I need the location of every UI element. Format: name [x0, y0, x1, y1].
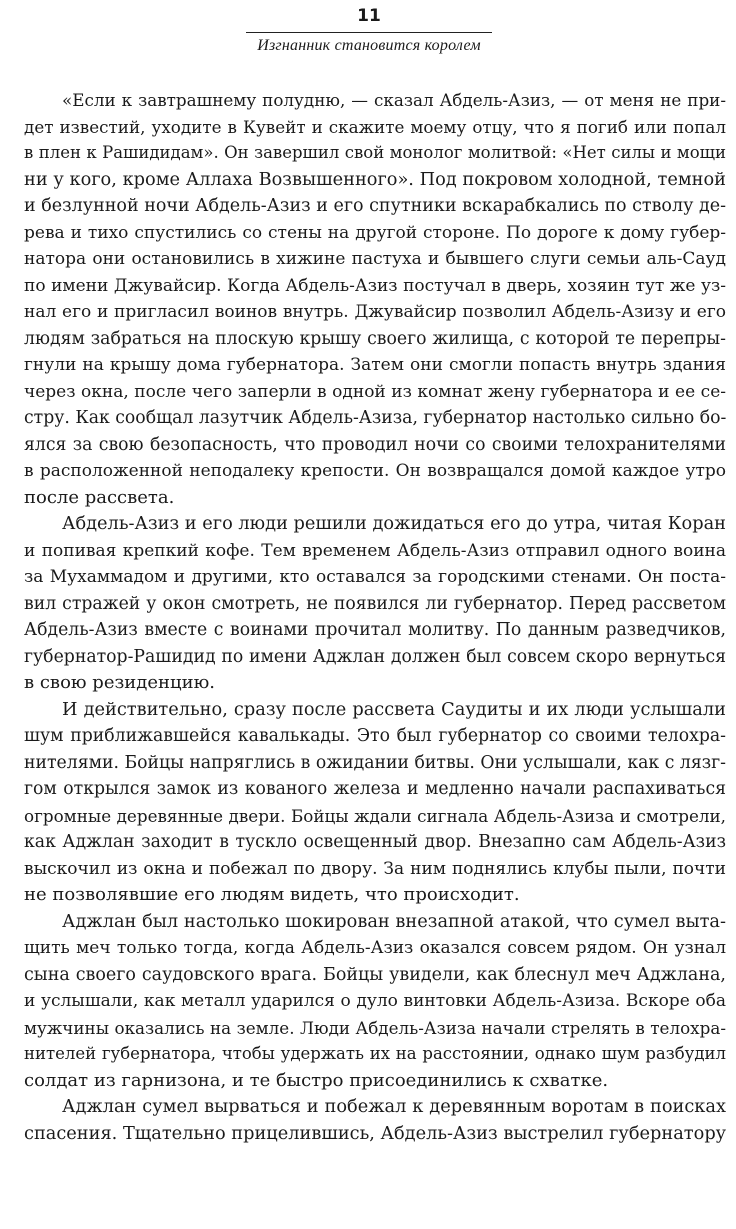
text-line: и безлунной ночи Абдель-Азиз и его спутники вскарабкались по стволу де- — [24, 196, 726, 216]
text-line: шум приближавшейся кавалькады. Это был губернатор со своими телохра- — [24, 726, 726, 746]
text-line: за Мухаммадом и другими, кто оставался за городскими стенами. Он поста- — [24, 567, 726, 587]
text-line: выскочил из окна и побежал по двору. За ним поднялись клубы пыли, почти — [24, 858, 726, 879]
page-number: 11 — [357, 6, 381, 26]
paragraph-2 — [24, 511, 726, 697]
running-title: Изгнанник становится королем — [257, 37, 481, 54]
text-line: И действительно, сразу после рассвета Саудиты и их люди услышали — [62, 699, 726, 720]
text-line: ни у кого, кроме Аллаха Возвышенного». Под покровом холодной, темной — [24, 169, 726, 190]
text-line: не позволявшие его людям видеть, что происходит. — [24, 884, 520, 905]
text-line: ялся за свою безопасность, что проводил ночи со своими телохранителями — [24, 434, 726, 455]
text-line: Аджлан был настолько шокирован внезапной атакой, что сумел выта- — [62, 911, 726, 932]
text-line: нителей губернатора, чтобы удержать их на расстоянии, однако шум разбудил — [24, 1044, 726, 1063]
text-line: в расположенной неподалеку крепости. Он возвращался домой каждое утро — [24, 461, 726, 481]
text-line: по имени Джувайсир. Когда Абдель-Азиз постучал в дверь, хозяин тут же уз- — [24, 275, 726, 296]
body-text — [24, 87, 726, 1147]
text-line: сына своего саудовского врага. Бойцы увидели, как блеснул меч Аджлана, — [24, 964, 726, 985]
text-line: натора они остановились в хижине пастуха и бывшего слуги семьи аль-Сауд — [24, 249, 726, 269]
text-line: губернатор-Рашидид по имени Аджлан должен был совсем скоро вернуться — [24, 646, 726, 667]
text-line: и попивая крепкий кофе. Тем временем Абдель-Азиз отправил одного воина — [24, 540, 726, 561]
paragraph-5 — [24, 1094, 726, 1147]
text-line: огромные деревянные двери. Бойцы ждали сигнала Абдель-Азиза и смотрели, — [24, 805, 726, 826]
text-line: «Если к завтрашнему полудню, — сказал Абдель-Азиз, — от меня не при- — [62, 90, 726, 110]
text-line: нителями. Бойцы напряглись в ожидании битвы. Они услышали, как с лязг- — [24, 752, 726, 773]
page-header — [246, 4, 492, 55]
text-line: гом открылся замок из кованого железа и медленно начали распахиваться — [24, 779, 726, 799]
text-line: через окна, после чего заперли в одной из комнат жену губернатора и ее се- — [24, 381, 726, 402]
text-line: щить меч только тогда, когда Абдель-Азиз оказался совсем рядом. Он узнал — [24, 938, 726, 958]
text-line: рева и тихо спустились со стены на другой стороне. По дороге к дому губер- — [24, 222, 726, 243]
paragraph-1 — [24, 87, 726, 511]
text-line: спасения. Тщательно прицелившись, Абдель-Азиз выстрелил губернатору — [24, 1123, 726, 1144]
text-line: и услышали, как металл ударился о дуло винтовки Абдель-Азиза. Вскоре оба — [24, 991, 726, 1011]
text-line: людям забраться на плоскую крышу своего жилища, с которой те перепры- — [24, 328, 726, 349]
text-line: Абдель-Азиз и его люди решили дожидаться его до утра, читая Коран — [62, 514, 726, 534]
paragraph-4 — [24, 909, 726, 1095]
text-line: в свою резиденцию. — [24, 672, 215, 693]
text-line: в плен к Рашидидам». Он завершил свой монолог молитвой: «Нет силы и мощи — [24, 143, 726, 162]
text-line: Абдель-Азиз вместе с воинами прочитал молитву. По данным разведчиков, — [24, 620, 726, 640]
text-line: солдат из гарнизона, и те быстро присоединились к схватке. — [24, 1069, 609, 1091]
text-line: вил стражей у окон смотреть, не появился ли губернатор. Перед рассветом — [24, 593, 726, 614]
text-line: гнули на крышу дома губернатора. Затем они смогли попасть внутрь здания — [24, 355, 726, 375]
header-rule — [246, 32, 492, 33]
text-line: дет известий, уходите в Кувейт и скажите моему отцу, что я погиб или попал — [24, 116, 726, 137]
text-line: стру. Как сообщал лазутчик Абдель-Азиза, губернатор настолько сильно бо- — [24, 408, 726, 428]
paragraph-3 — [24, 697, 726, 909]
text-line: Аджлан сумел вырваться и побежал к деревянным воротам в поисках — [62, 1097, 726, 1117]
text-line: нал его и пригласил воинов внутрь. Джувайсир позволил Абдель-Азизу и его — [24, 302, 726, 322]
text-line: как Аджлан заходит в тускло освещенный двор. Внезапно сам Абдель-Азиз — [24, 832, 726, 852]
text-line: после рассвета. — [24, 486, 175, 508]
text-line: мужчины оказались на земле. Люди Абдель-Азиза начали стрелять в телохра- — [24, 1017, 726, 1038]
